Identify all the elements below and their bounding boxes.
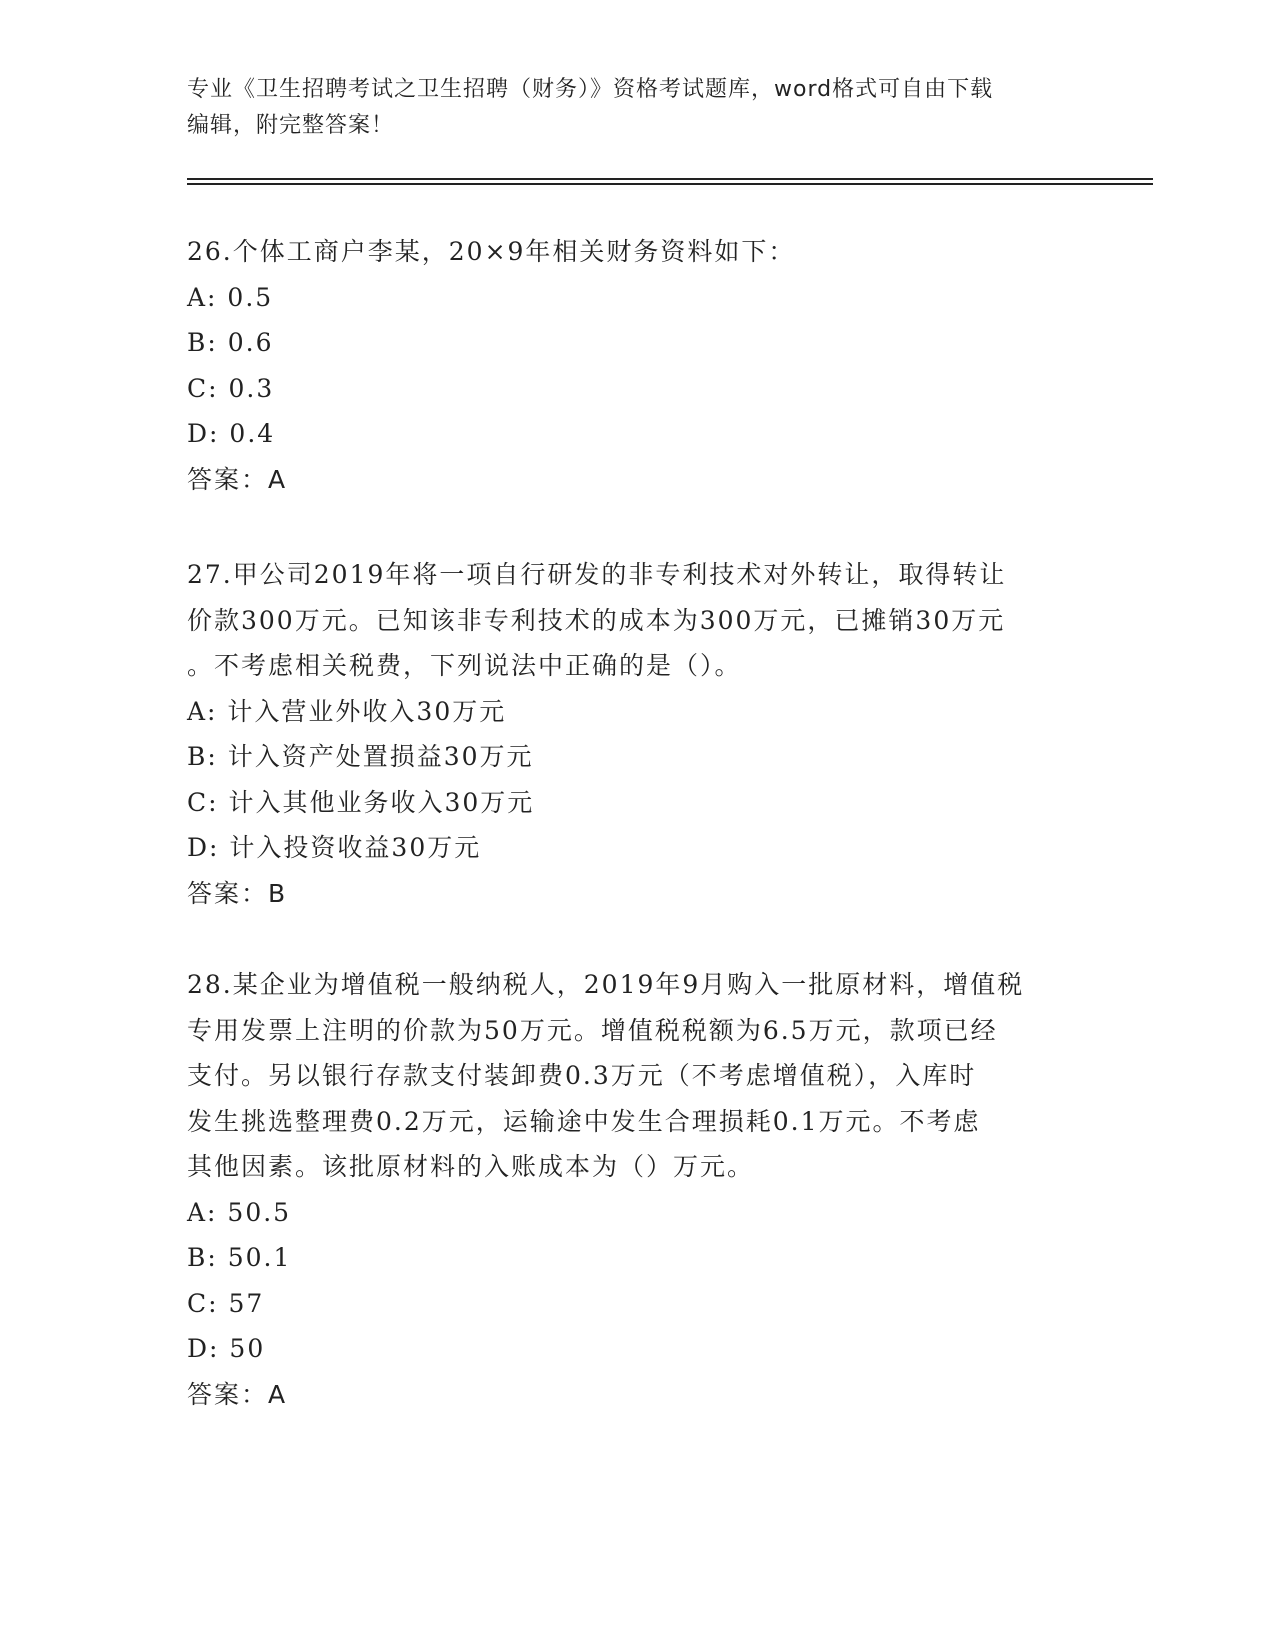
- option-d: D: 计入投资收益30万元: [187, 833, 482, 862]
- question-text: 26.个体工商户李某，20×9年相关财务资料如下：: [187, 237, 796, 266]
- question-26: [187, 229, 1087, 502]
- header-line: 专业《卫生招聘考试之卫生招聘（财务）》资格考试题库，word格式可自由下载: [187, 77, 994, 102]
- header-line: 编辑，附完整答案！: [187, 113, 395, 138]
- question-text: 28.某企业为增值税一般纳税人，2019年9月购入一批原材料，增值税: [187, 970, 1025, 999]
- option-a: A: 0.5: [187, 282, 274, 312]
- question-text: 专用发票上注明的价款为50万元。增值税税额为6.5万元，款项已经: [187, 1015, 998, 1045]
- answer: 答案：B: [187, 878, 288, 908]
- option-a: A: 50.5: [187, 1197, 292, 1227]
- option-c: C: 0.3: [187, 373, 275, 403]
- option-c: C: 57: [187, 1288, 265, 1318]
- question-text: 支付。另以银行存款支付装卸费0.3万元（不考虑增值税），入库时: [187, 1061, 977, 1090]
- document-header: [187, 72, 1067, 144]
- header-divider-bottom: [187, 183, 1153, 185]
- question-text: 。不考虑相关税费，下列说法中正确的是（）。: [187, 651, 742, 680]
- option-a: A: 计入营业外收入30万元: [187, 696, 507, 726]
- option-d: D: 0.4: [187, 419, 276, 448]
- option-b: B: 50.1: [187, 1243, 292, 1272]
- question-text: 其他因素。该批原材料的入账成本为（）万元。: [187, 1152, 755, 1181]
- question-text: 价款300万元。已知该非专利技术的成本为300万元，已摊销30万元: [187, 605, 1006, 635]
- question-text: 27.甲公司2019年将一项自行研发的非专利技术对外转让，取得转让: [187, 560, 1007, 589]
- option-d: D: 50: [187, 1334, 266, 1363]
- question-text: 发生挑选整理费0.2万元，运输途中发生合理损耗0.1万元。不考虑: [187, 1106, 981, 1136]
- question-28: [187, 962, 1087, 1417]
- option-b: B: 计入资产处置损益30万元: [187, 742, 534, 771]
- option-b: B: 0.6: [187, 328, 274, 357]
- answer: 答案：A: [187, 464, 288, 494]
- header-divider-top: [187, 178, 1153, 180]
- answer: 答案：A: [187, 1379, 288, 1409]
- question-27: [187, 552, 1087, 916]
- option-c: C: 计入其他业务收入30万元: [187, 787, 535, 817]
